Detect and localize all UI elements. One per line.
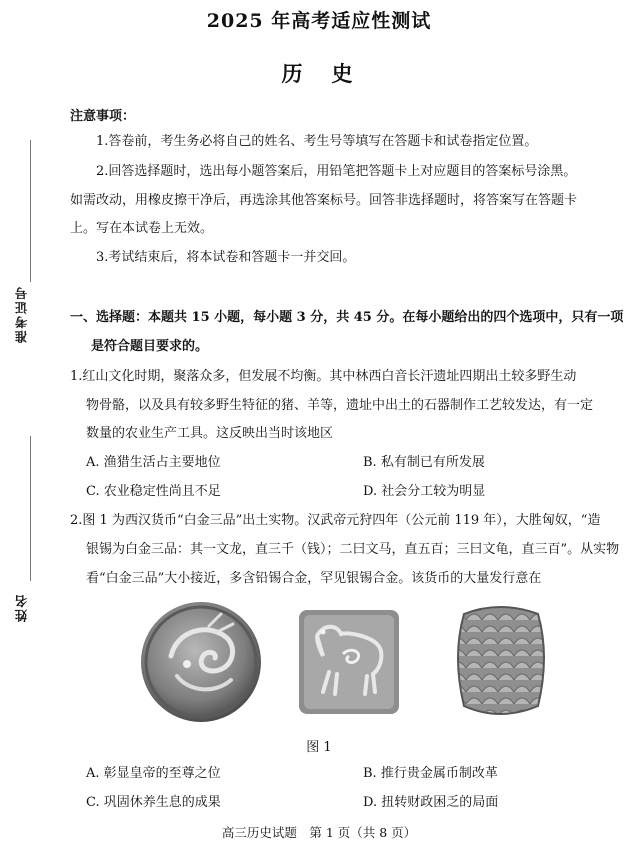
option-b: B. 私有制已有所发展 [363,455,485,470]
dragon-coin-image [137,596,265,726]
notice-line: 2.回答选择题时，选出每小题答案后，用铅笔把答题卡上对应题目的答案标号涂黑。 [96,164,577,179]
exam-title: 2025 年高考适应性测试 [206,10,432,32]
option-d: D. 社会分工较为明显 [363,484,486,499]
notice-line: 1.答卷前，考生务必将自己的姓名、考生号等填写在答题卡和试卷指定位置。 [96,134,538,149]
sidebar-rule [30,436,31,581]
question-text: 物骨骼，以及具有较多野生特征的猪、羊等，遗址中出土的石器制作工艺较发达，有一定 [86,398,594,413]
sidebar-rule [30,140,31,282]
option-a: A. 彰显皇帝的至尊之位 [86,766,221,781]
option-d: D. 扭转财政困乏的局面 [363,795,499,810]
question-text: 1.红山文化时期，聚落众多，但发展不均衡。其中林西白音长汗遗址四期出土较多野生动 [70,369,577,384]
notice-line: 3.考试结束后，将本试卷和答题卡一并交回。 [96,250,356,265]
notice-heading: 注意事项： [70,109,136,124]
section-heading: 是符合题目要求的。 [91,339,209,354]
question-text: 数量的农业生产工具。这反映出当时该地区 [86,426,334,441]
question-text: 银锡为白金三品：其一文龙，直三千（钱）；二曰文马，直五百；三曰文龟，直三百”。从实物 [86,542,620,557]
option-a: A. 渔猎生活占主要地位 [86,455,221,470]
notice-line: 上。写在本试卷上无效。 [70,221,214,236]
notice-line: 如需改动，用橡皮擦干净后，再选涂其他答案标号。回答非选择题时，将答案写在答题卡 [70,193,578,208]
option-b: B. 推行贵金属币制改革 [363,766,498,781]
option-c: C. 农业稳定性尚且不足 [86,484,221,499]
horse-coin-image [293,596,405,726]
subject-title: 历 史 [281,61,357,86]
exam-id-label: 准考证号 [14,285,29,343]
page-footer: 高三历史试题 第 1 页（共 8 页） [221,825,417,840]
question-text: 看“白金三品”大小接近，多含铅锡合金，罕见银锡合金。该货币的大量发行意在 [86,571,542,586]
name-label: 姓名 [14,593,29,622]
turtle-coin-image [450,596,552,726]
option-c: C. 巩固休养生息的成果 [86,795,221,810]
question-text: 2.图 1 为西汉货币“白金三品”出土实物。汉武帝元狩四年（公元前 119 年），大胜匈奴，“造 [70,513,601,528]
figure-caption: 图 1 [306,740,332,755]
section-heading: 一、选择题：本题共 15 小题，每小题 3 分，共 45 分。在每小题给出的四个选项中，只有一项 [70,310,624,325]
